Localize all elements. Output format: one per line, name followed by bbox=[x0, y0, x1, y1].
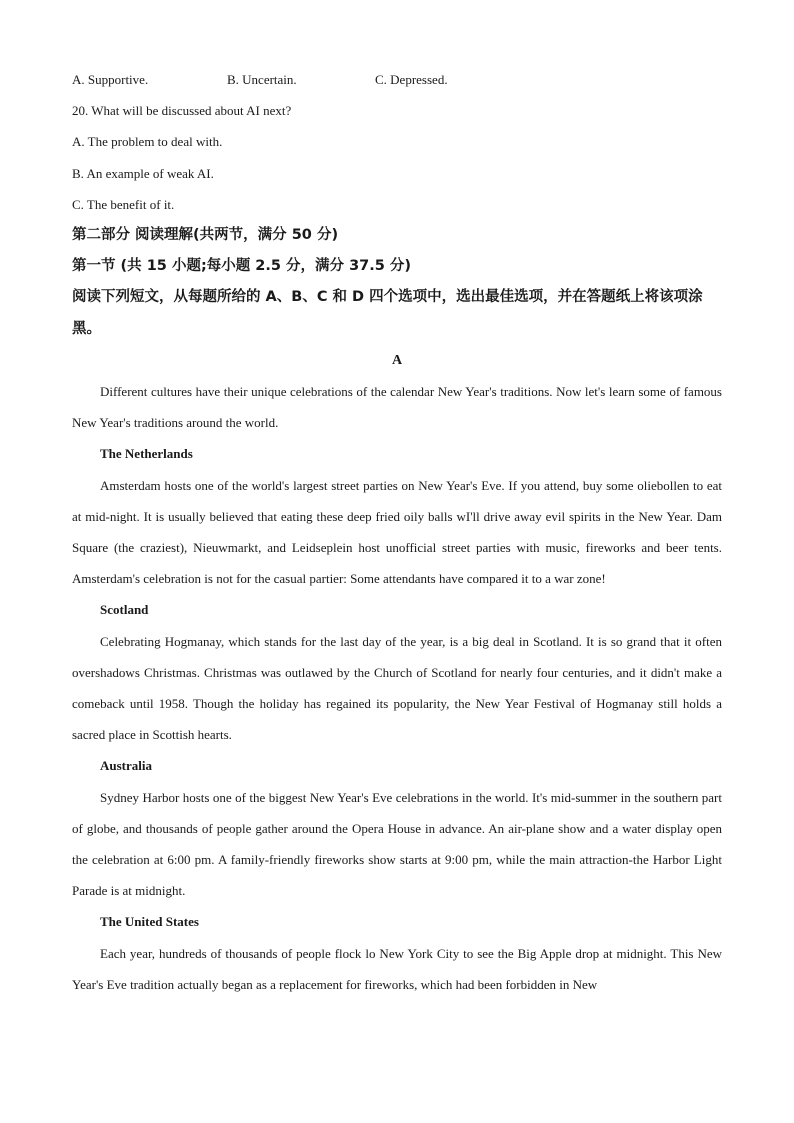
paragraph-australia: Sydney Harbor hosts one of the biggest New Year's Eve celebrations in the world. It's mid-summer in the southern part of globe, and thousands of people gather around the Opera House in advance. An air-plane show and a water display open the celebration at 6:00 pm. A family-friendly fireworks show starts at 9:00 pm, while the main attraction-the Harbor Light Parade is at midnight. bbox=[72, 789, 722, 899]
paragraph-united-states: Each year, hundreds of thousands of people flock lo New York City to see the Big Apple drop at midnight. This New Year's Eve tradition actually began as a replacement for fireworks, which had been forbidden in New bbox=[72, 945, 722, 992]
heading-netherlands: The Netherlands bbox=[100, 446, 193, 462]
part-heading: 第一节 (共 15 小题;每小题 2.5 分，满分 37.5 分) bbox=[72, 258, 412, 275]
q19-option-c: C. Depressed. bbox=[375, 72, 448, 87]
paragraph-scotland: Celebrating Hogmanay, which stands for the last day of the year, is a big deal in Scotland. It is so grand that it often overshadows Christmas. Christmas was outlawed by the Church of Scotland for nearly four centuries, and it didn't make a comeback until 1958. Though the holiday has regained its popularity, the New Year Festival of Hogmanay still holds a sacred place in Scottish hearts. bbox=[72, 633, 722, 743]
heading-united-states: The United States bbox=[100, 914, 199, 930]
q20-option-a: A. The problem to deal with. bbox=[72, 134, 223, 150]
paragraph-netherlands: Amsterdam hosts one of the world's largest street parties on New Year's Eve. If you attend, buy some oliebollen to eat at mid-night. It is usually believed that eating these deep fried oily balls wI'll drive away evil spirits in the New Year. Dam Square (the craziest), Nieuwmarkt, and Leidseplein host unofficial street parties with music, fireworks and beer tents. Amsterdam's celebration is not for the casual partier: Some attendants have compared it to a war zone! bbox=[72, 477, 722, 587]
intro-paragraph: Different cultures have their unique celebrations of the calendar New Year's traditions. Now let's learn some of famous New Year's traditions around the world. bbox=[72, 384, 722, 431]
q20-option-c: C. The benefit of it. bbox=[72, 196, 175, 212]
q19-option-a: A. Supportive. bbox=[72, 72, 149, 87]
q20-question: 20. What will be discussed about AI next? bbox=[72, 103, 292, 119]
instructions: 阅读下列短文，从每题所给的 A、B、C 和 D 四个选项中，选出最佳选项，并在答题纸上将该项涂黑。 bbox=[72, 289, 703, 337]
passage-label: A bbox=[391, 352, 403, 368]
q19-options bbox=[72, 64, 722, 95]
heading-scotland: Scotland bbox=[100, 602, 149, 618]
section-heading: 第二部分 阅读理解(共两节，满分 50 分) bbox=[72, 227, 339, 244]
document-page bbox=[72, 64, 722, 1000]
q19-option-b: B. Uncertain. bbox=[227, 72, 297, 87]
heading-australia: Australia bbox=[100, 758, 152, 774]
q20-option-b: B. An example of weak AI. bbox=[72, 165, 214, 181]
